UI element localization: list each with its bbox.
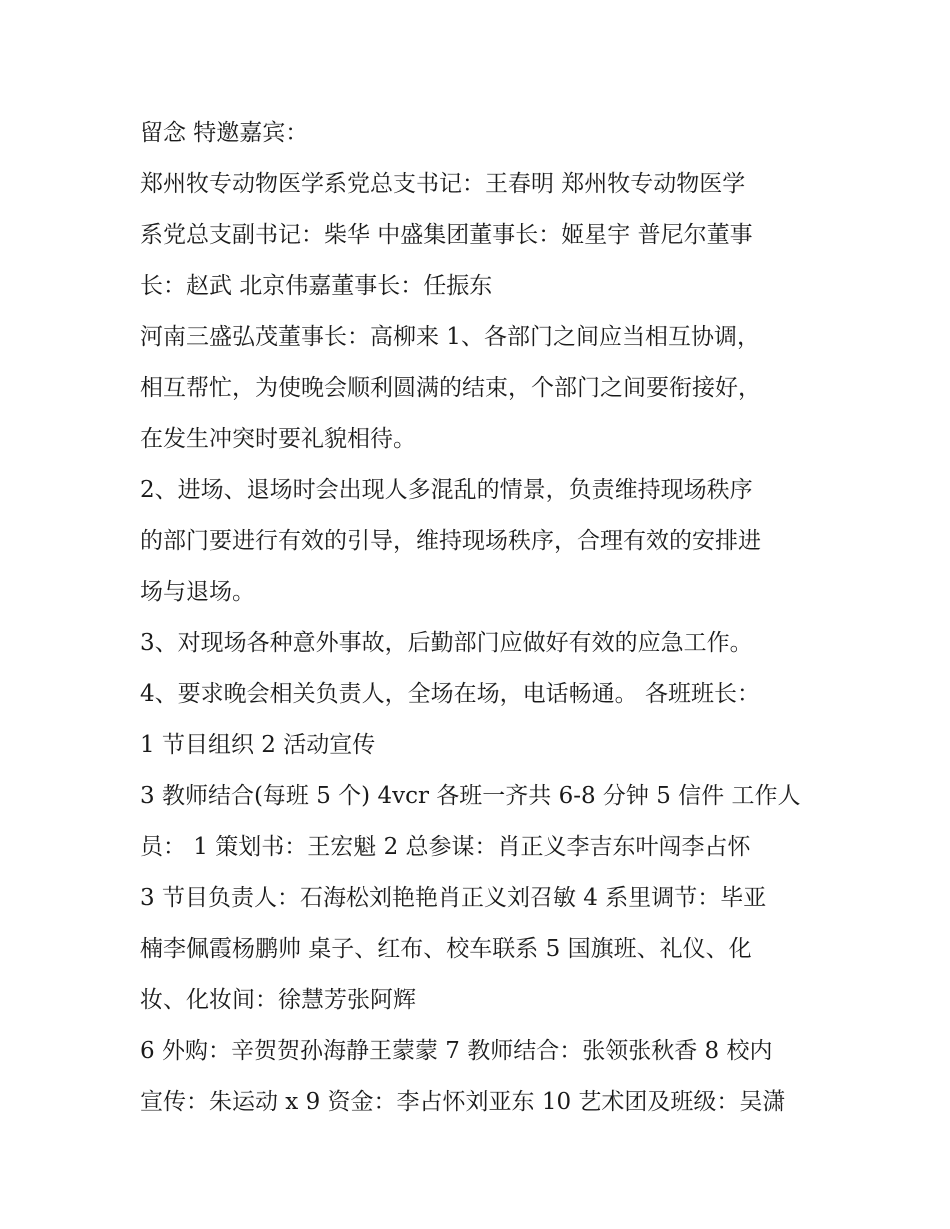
- text-line: 3、对现场各种意外事故，后勤部门应做好有效的应急工作。: [140, 630, 753, 656]
- text-line: 系党总支副书记：柴华 中盛集团董事长：姬星宇 普尼尔董事: [140, 222, 753, 248]
- text-line: 3 节目负责人：石海松刘艳艳肖正义刘召敏 4 系里调节：毕亚: [140, 885, 767, 911]
- text-line: 相互帮忙，为使晚会顺利圆满的结束，个部门之间要衔接好，: [140, 375, 761, 401]
- text-line: 长：赵武 北京伟嘉董事长：任振东: [140, 273, 493, 299]
- text-line: 2、进场、退场时会出现人多混乱的情景，负责维持现场秩序: [140, 477, 753, 503]
- text-line: 6 外购：辛贺贺孙海静王蒙蒙 7 教师结合：张领张秋香 8 校内: [140, 1038, 773, 1064]
- text-line: 员： 1 策划书：王宏魁 2 总参谋：肖正义李吉东叶闯李占怀: [140, 834, 751, 860]
- text-line: 场与退场。: [140, 579, 255, 605]
- text-line: 郑州牧专动物医学系党总支书记：王春明 郑州牧专动物医学: [140, 171, 746, 197]
- text-line: 宣传：朱运动 x 9 资金：李占怀刘亚东 10 艺术团及班级：吴潇: [140, 1089, 786, 1115]
- text-line: 妆、化妆间：徐慧芳张阿辉: [140, 987, 416, 1013]
- text-line: 1 节目组织 2 活动宣传: [140, 732, 376, 758]
- text-line: 3 教师结合(每班 5 个) 4vcr 各班一齐共 6-8 分钟 5 信件 工作人: [140, 783, 801, 809]
- document-body: [140, 108, 820, 1128]
- text-line: 在发生冲突时要礼貌相待。: [140, 426, 416, 452]
- text-line: 楠李佩霞杨鹏帅 桌子、红布、校车联系 5 国旗班、礼仪、化: [140, 936, 752, 962]
- text-line: 留念 特邀嘉宾：: [140, 120, 309, 146]
- text-line: 4、要求晚会相关负责人，全场在场，电话畅通。 各班班长：: [140, 681, 760, 707]
- text-line: 的部门要进行有效的引导，维持现场秩序，合理有效的安排进: [140, 528, 761, 554]
- text-line: 河南三盛弘茂董事长：高柳来 1、各部门之间应当相互协调，: [140, 324, 760, 350]
